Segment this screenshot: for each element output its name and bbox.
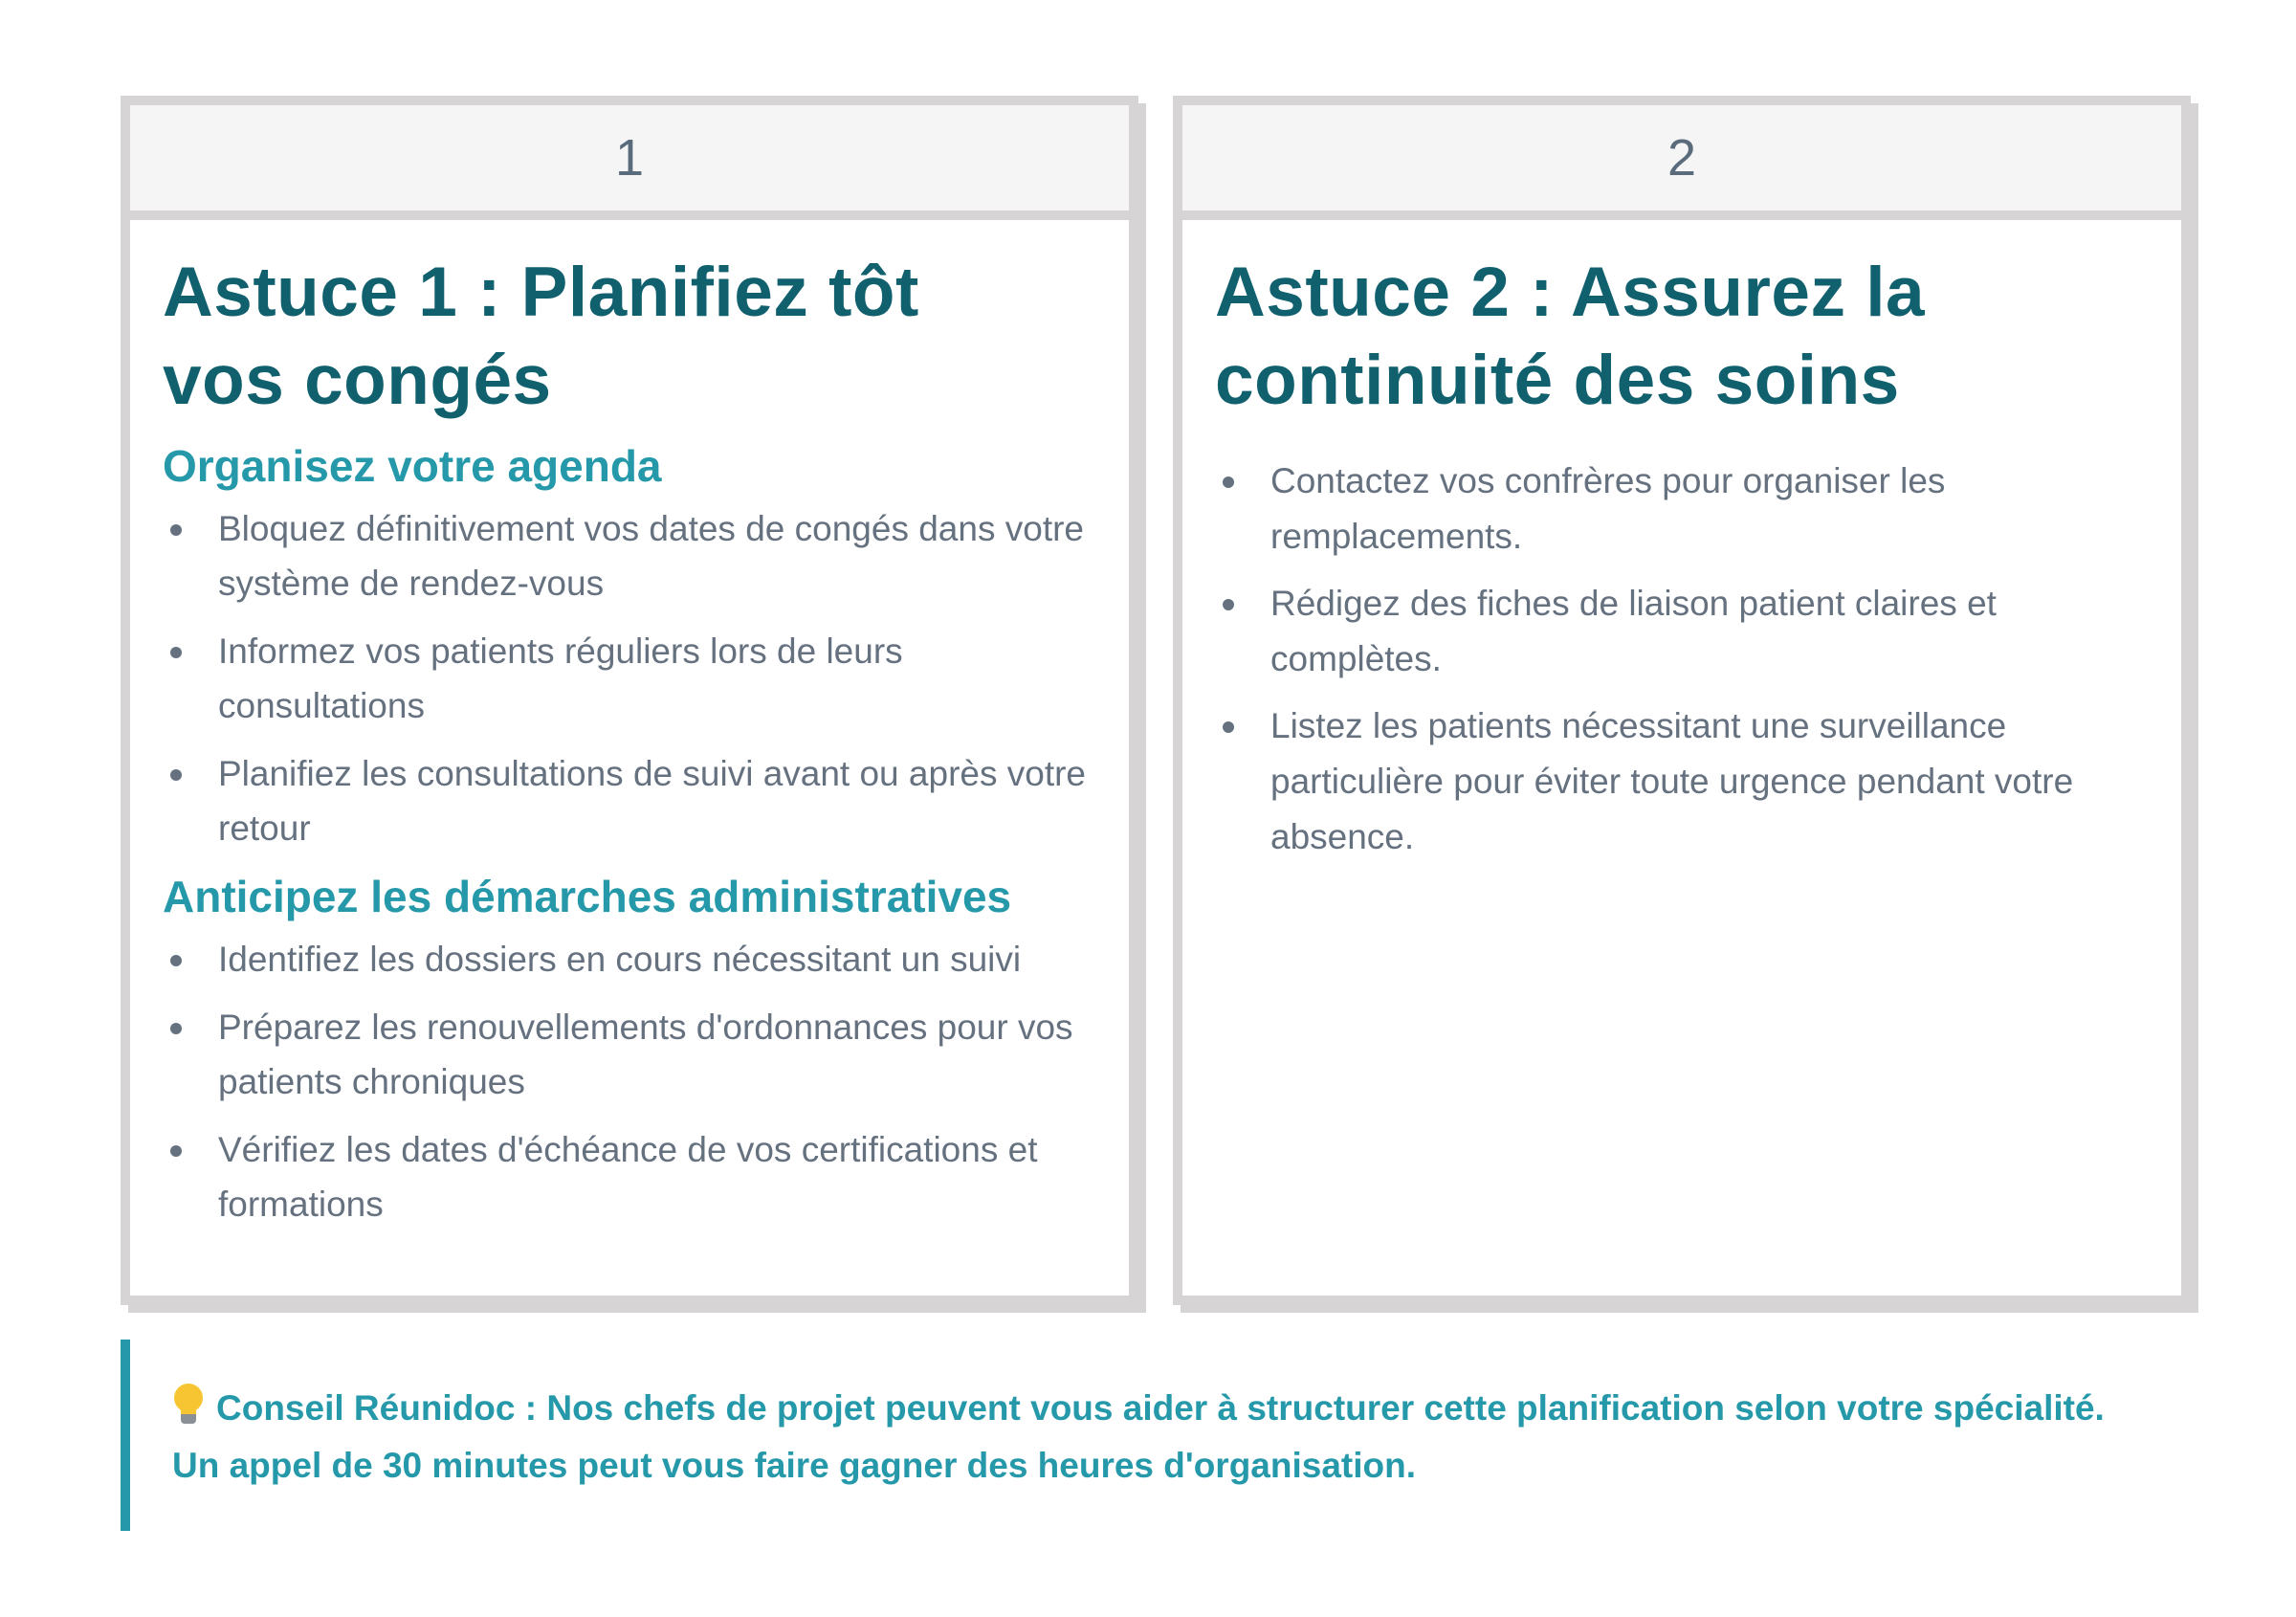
section-heading: Anticipez les démarches administratives [163,872,1012,921]
card-number: 2 [1182,105,2181,220]
bullet-list [1215,454,2149,865]
list-item-text: Planifiez les consultations de suivi avant ou après votre retour [218,754,1087,848]
list-item [1215,698,2149,865]
card-body [1182,220,2181,865]
tips-cards [121,96,2193,1311]
bullet-icon [1223,721,1234,733]
bullet-icon [170,955,182,966]
list-item [163,624,1096,733]
tip-title: Astuce 2 : Assurez la continuité des soins [1215,254,1926,419]
tip-title: Astuce 1 : Planifiez tôt vos congés [163,254,919,419]
list-item-text: Contactez vos confrères pour organiser les remplacements. [1270,461,1946,556]
list-item [163,1000,1096,1109]
advice-callout [121,1340,2168,1531]
list-item-text: Préparez les renouvellements d'ordonnances pour vos patients chroniques [218,1008,1073,1101]
tip-card-1 [121,96,1138,1305]
card-number: 1 [130,105,1129,220]
callout-text: Conseil Réunidoc : Nos chefs de projet peuvent vous aider à structurer cette planification selon votre spécialité. Un appel de 30 minutes peut vous faire gagner des heures d'organisation. [172,1388,2105,1485]
bullet-icon [1223,476,1234,488]
callout-text-block [172,1380,2130,1495]
bullet-icon [170,1023,182,1034]
bullet-icon [1223,599,1234,610]
lightbulb-icon [172,1384,205,1426]
list-item-text: Bloquez définitivement vos dates de congés dans votre système de rendez-vous [218,509,1085,603]
list-item [163,1122,1096,1231]
bullet-icon [170,769,182,781]
bullet-list [163,501,1096,855]
section-heading: Organisez votre agenda [163,441,662,491]
card-body [130,220,1129,1231]
list-item [163,932,1096,986]
list-item [163,501,1096,610]
list-item [1215,576,2149,687]
bullet-list [163,932,1096,1231]
bullet-icon [170,647,182,658]
list-item-text: Identifiez les dossiers en cours nécessitant un suivi [218,940,1022,979]
list-item-text: Informez vos patients réguliers lors de leurs consultations [218,631,903,725]
tip-card-2 [1173,96,2191,1305]
list-item-text: Vérifiez les dates d'échéance de vos certifications et formations [218,1130,1038,1224]
list-item-text: Listez les patients nécessitant une surveillance particulière pour éviter toute urgence pendant votre absence. [1270,706,2074,856]
list-item [1215,454,2149,565]
bullet-icon [170,1145,182,1157]
list-item [163,746,1096,855]
list-item-text: Rédigez des fiches de liaison patient claires et complètes. [1270,584,1997,678]
bullet-icon [170,524,182,536]
